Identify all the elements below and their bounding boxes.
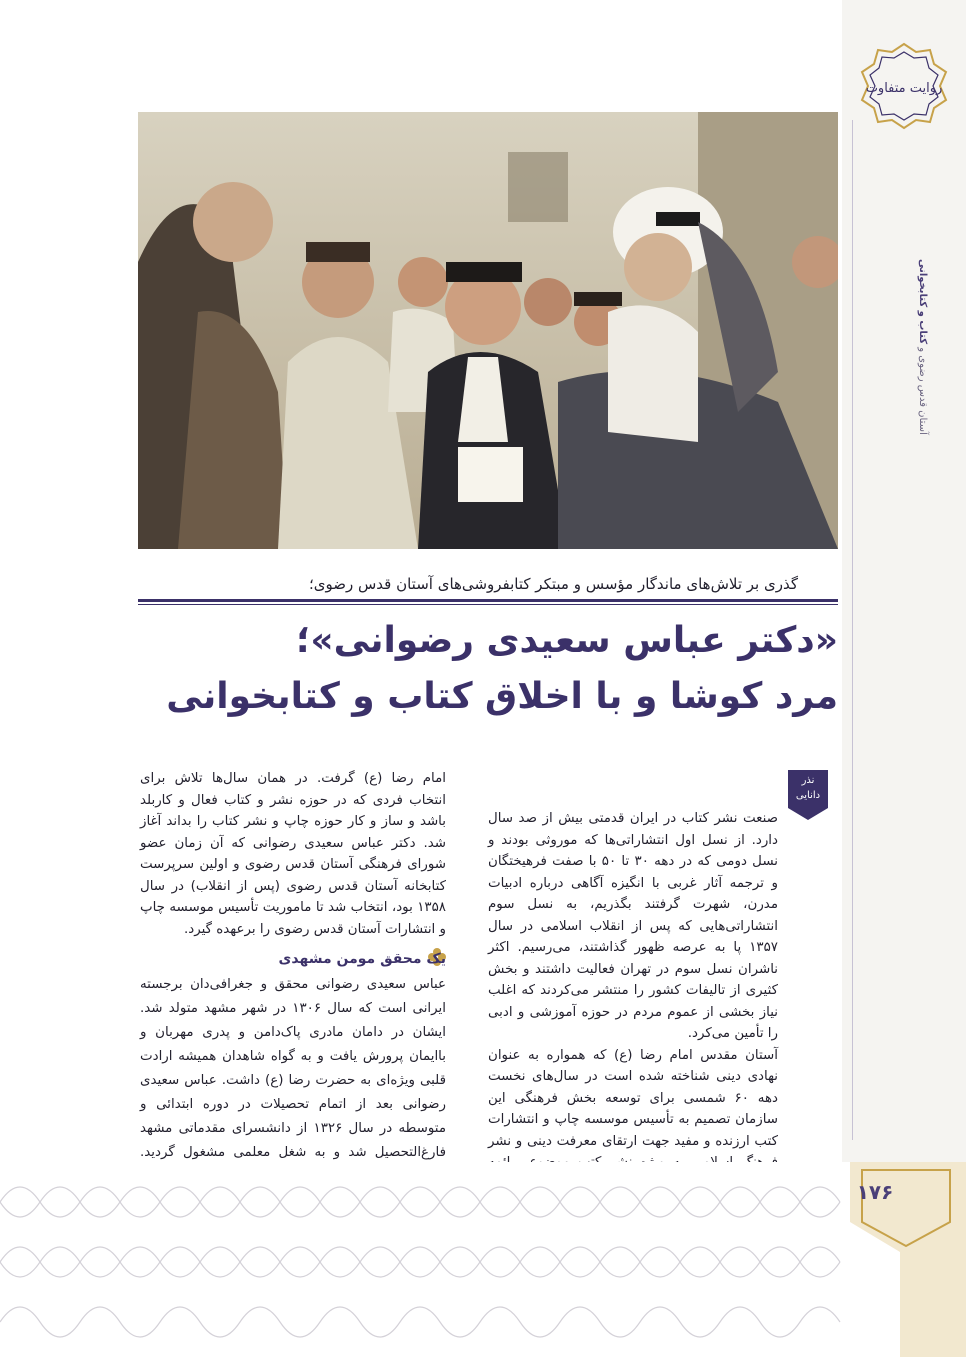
paragraph: صنعت نشر کتاب در ایران قدمتی بیش از صد سال دارد. از نسل اول انتشاراتی‌ها که موروثی بودند و نسل دومی که در دهه ۳۰ تا ۵۰ با صفت فرهیختگان و ترجمه آثار غربی با انگیزه آگاهی درباره ادبیات مدرن، شهرت گرفتند بگذریم، به نسل سوم انتشاراتی‌هایی که پس از انقلاب اسلامی در سال ۱۳۵۷ پا به عرصه ظهور گذاشتند، می‌رسیم. اکثر ناشران نسل سوم در تهران فعالیت داشتند و بخش کثیری از تالیفات کشور را منتشر می‌کردند که اغلب نیاز بخشی از عموم مردم در حوزه آموزشی و ادبی را تأمین می‌کرد. <box>488 811 778 1041</box>
paragraph: امام رضا (ع) گرفت. در همان سال‌ها تلاش برای انتخاب فردی که در حوزه نشر و کتاب فعال و کاربلد باشد و ساز و کار حوزه چاپ و نشر کتاب را بداند آغاز شد. دکتر عباس سعیدی رضوانی که آن زمان عضو شورای فرهنگی آستان قدس رضوی و اولین سرپرست کتابخانه آستان قدس رضوی (پس از انقلاب) در سال ۱۳۵۸ بود، انتخاب شد تا ماموریت تأسیس موسسه چاپ و انتشارات آستان قدس رضوی را برعهده گیرد. <box>140 771 446 937</box>
page-number: ۱۷۶ <box>856 1180 894 1204</box>
badge-label-1: نذر <box>801 775 815 786</box>
side-margin <box>842 0 966 1357</box>
article-title-line2: مرد کوشا و با اخلاق کتاب و کتابخوانی <box>166 676 838 717</box>
vertical-caption <box>908 135 928 435</box>
article-title-line1: «دکتر عباس سعیدی رضوانی»؛ <box>295 620 838 661</box>
side-rule <box>852 120 853 1140</box>
section-subheading: یک محقق مومن مشهدی <box>278 951 446 967</box>
intro-rule-thin <box>138 604 838 605</box>
paragraph: عباس سعیدی رضوانی محقق و جغرافی‌دان برجسته ایرانی است که سال ۱۳۰۶ در شهر مشهد متولد شد. ایشان در دامان مادری پاک‌دامن و پدری مهربان و باایمان پرورش یافت و به گواه شاهدان همیشه ارادت قلبی ویژه‌ای به حضرت رضا (ع) داشت. عباس سعیدی رضوانی بعد از اتمام تحصیلات در دوره ابتدائی و متوسطه در سال ۱۳۲۶ از دانشسرای مقدماتی مشهد فارغ‌التحصیل شد و به شغل معلمی مشغول گردید. <box>140 977 446 1160</box>
article-column-left-lower <box>140 973 446 1189</box>
vertical-caption-part1: آستان قدس رضوی و <box>917 344 928 435</box>
historic-photo <box>138 112 838 549</box>
vertical-caption-part2: کتاب و کتابخوانی <box>917 259 928 345</box>
article-column-right <box>488 808 778 1195</box>
decorative-footer-pattern <box>0 1162 966 1357</box>
logo-text: روایت متفاوت <box>865 81 943 96</box>
badge-label-2: دانایی <box>795 790 821 801</box>
paragraph: آستان مقدس امام رضا (ع) که همواره به عنوان نهادی دینی شناخته شده است در سال‌های نخست دهه ۶۰ شمسی برای توسعه بخش فرهنگی این سازمان تصمیم به تأسیس موسسه چاپ و انتشارات کتب ارزنده و مفید جهت ارتقای معرفت دینی و نشر <box>488 1047 778 1149</box>
article-intro: گذری بر تلاش‌های ماندگار مؤسس و مبتکر کتابفروشی‌های آستان قدس رضوی؛ <box>308 575 798 593</box>
article-column-left <box>140 768 446 940</box>
intro-rule <box>138 599 838 602</box>
magazine-logo-icon <box>858 40 950 132</box>
